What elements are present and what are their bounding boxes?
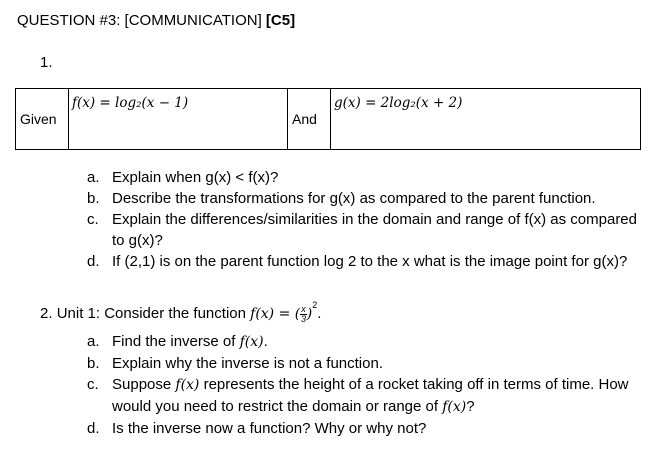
list-item	[87, 167, 637, 188]
inline-math: f(x)	[239, 334, 264, 350]
list-item-text: If (2,1) is on the parent function log 2 to the x what is the image point for g(x)?	[112, 253, 628, 270]
question-heading	[17, 12, 295, 29]
list-item	[87, 331, 647, 353]
question-heading-text: QUESTION #3: [COMMUNICATION]	[17, 12, 266, 29]
list-marker: b.	[87, 190, 100, 207]
list-item-text-end: ?	[466, 398, 475, 415]
f-function-expression: f(x) = log₂(x − 1)	[72, 95, 189, 111]
list-marker: a.	[87, 333, 100, 350]
g-function-cell	[331, 89, 641, 150]
list-item-text: Describe the transformations for g(x) as compared to the parent function.	[112, 190, 596, 207]
list-marker: d.	[87, 253, 100, 270]
given-functions-table	[15, 88, 641, 150]
question-2-function-rhs: )	[306, 306, 313, 322]
list-item-text: Suppose	[112, 376, 176, 393]
list-marker: c.	[87, 211, 99, 228]
g-function-expression: g(x) = 2log₂(x + 2)	[334, 95, 463, 111]
list-item	[87, 353, 647, 374]
list-marker: d.	[87, 420, 100, 437]
list-item-text-end: .	[263, 333, 268, 350]
list-marker: a.	[87, 169, 100, 186]
and-label: And	[288, 89, 331, 150]
question-1-subparts	[87, 167, 637, 272]
question-2-stem	[40, 300, 321, 324]
list-item-text-mid: represents the height of a rocket taking off in terms of time. How would you need to restrict the domain or range of	[112, 376, 629, 415]
question-1-number: 1.	[40, 54, 53, 71]
list-item	[87, 188, 637, 209]
list-item-text: Find the inverse of	[112, 333, 240, 350]
question-2-number: 2.	[40, 305, 53, 322]
list-item-text: Explain why the inverse is not a function.	[112, 355, 383, 372]
list-item	[87, 418, 647, 439]
list-item	[87, 209, 637, 251]
inline-math: f(x)	[175, 377, 200, 393]
inline-math: f(x)	[442, 399, 467, 415]
fraction-numerator: x	[301, 303, 306, 314]
list-marker: b.	[87, 355, 100, 372]
period: .	[317, 305, 322, 322]
list-marker: c.	[87, 376, 99, 393]
fraction-denominator: 3	[300, 313, 306, 324]
list-item	[87, 251, 637, 272]
list-item-text: Explain when g(x) < f(x)?	[112, 169, 279, 186]
question-2-function-lhs: f(x) = (	[250, 306, 301, 322]
exponent: 2	[312, 300, 318, 310]
list-item	[87, 374, 647, 418]
question-2-subparts	[87, 331, 647, 439]
question-2-lead: Unit 1: Consider the function	[56, 305, 251, 322]
list-item-text: Explain the differences/similarities in the domain and range of f(x) as compared to g(x)?	[112, 211, 637, 249]
given-label: Given	[16, 89, 69, 150]
question-code: [C5]	[265, 12, 296, 29]
list-item-text: Is the inverse now a function? Why or why not?	[112, 420, 427, 437]
f-function-cell	[69, 89, 288, 150]
